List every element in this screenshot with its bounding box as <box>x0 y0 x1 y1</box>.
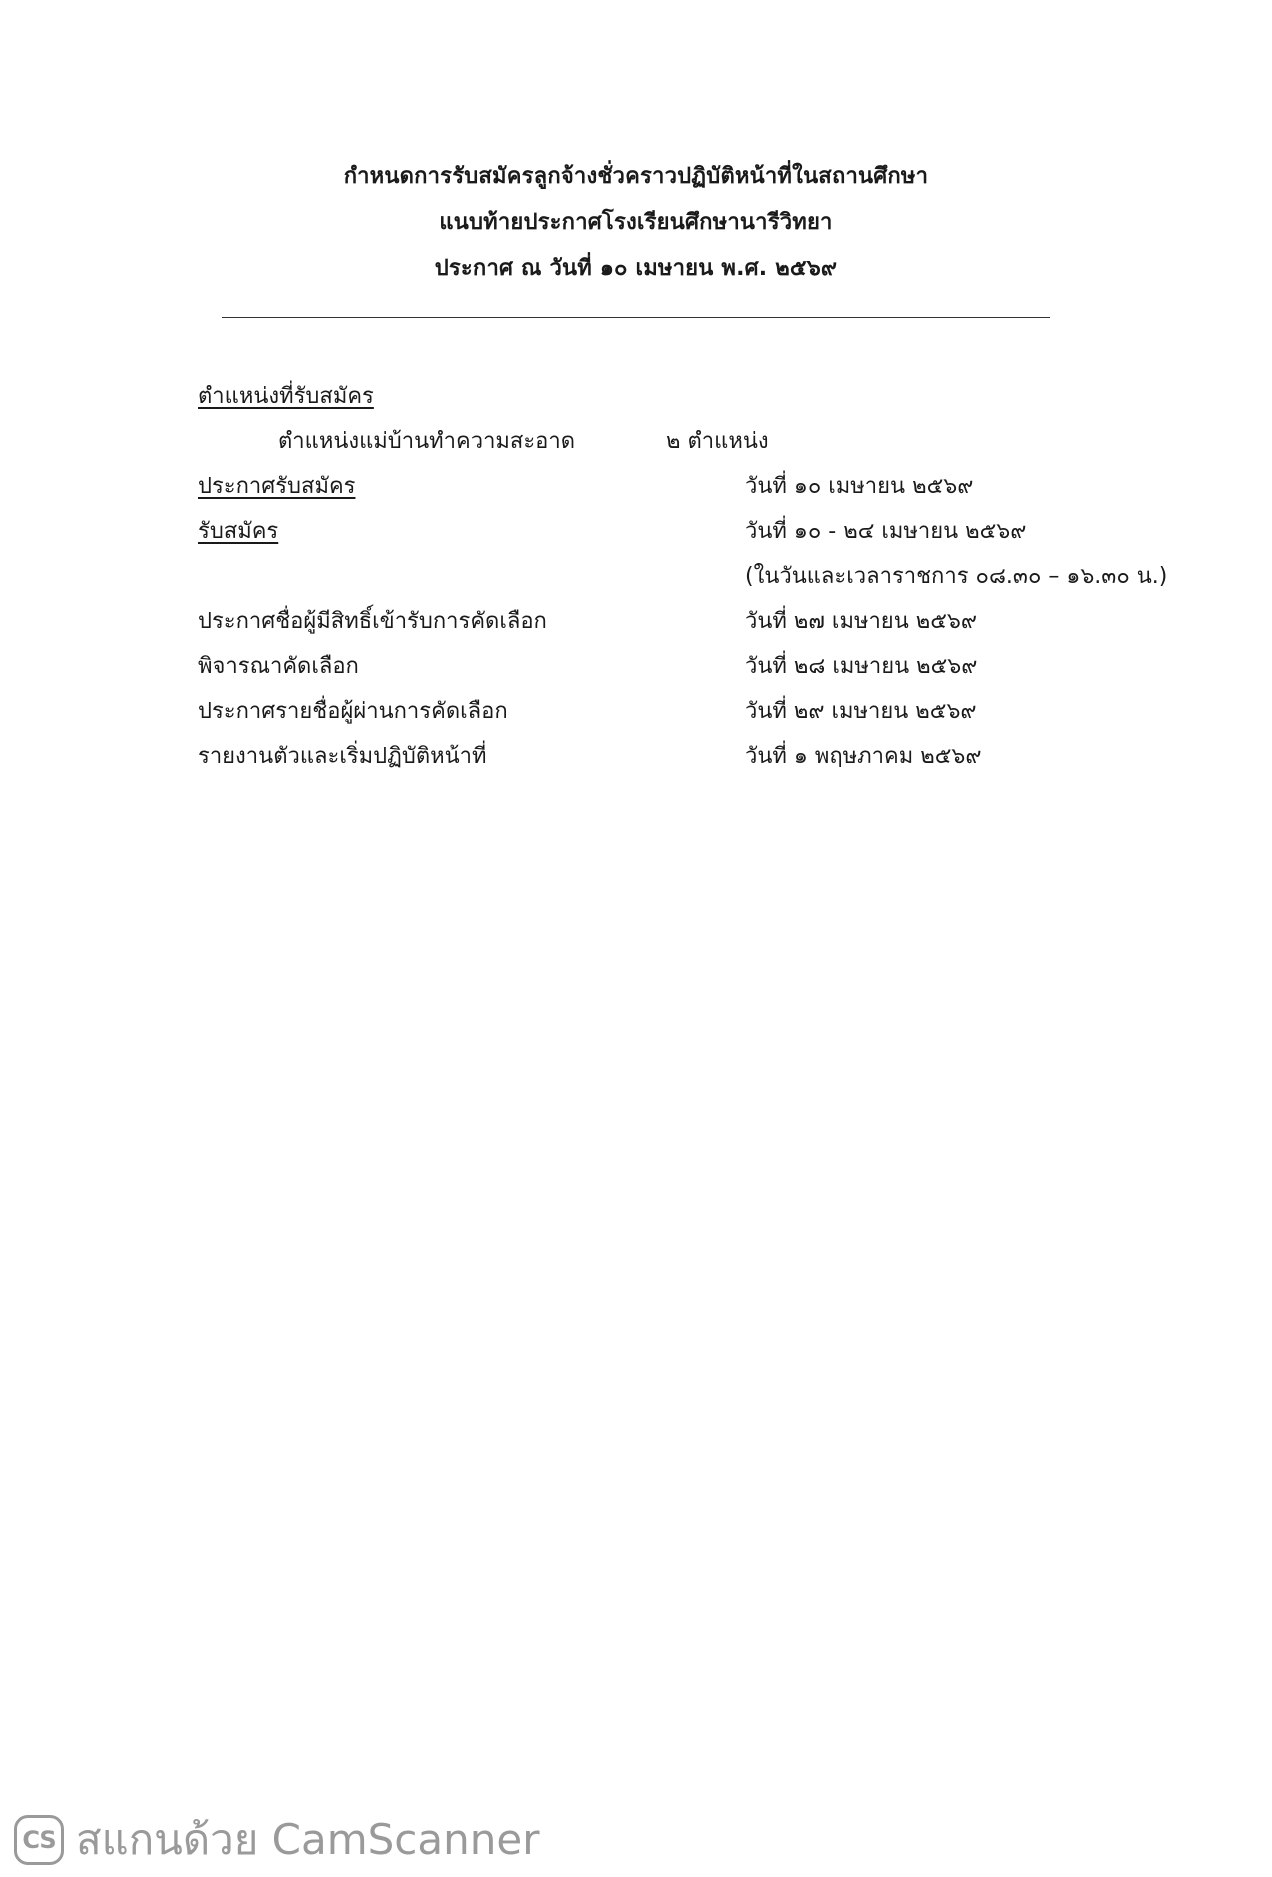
schedule-date-selection: วันที่ ๒๘ เมษายน ๒๕๖๙ <box>745 654 978 679</box>
schedule-date-report-start: วันที่ ๑ พฤษภาคม ๒๕๖๙ <box>745 744 982 769</box>
announcement-date: ประกาศ ณ วันที่ ๑๐ เมษายน พ.ศ. ๒๕๖๙ <box>434 256 838 281</box>
camscanner-watermark <box>14 1812 539 1868</box>
schedule-label-announce-applications: ประกาศรับสมัคร <box>198 474 356 499</box>
camscanner-logo-icon: CS <box>14 1815 64 1865</box>
schedule-label-applications: รับสมัคร <box>198 519 279 544</box>
document-subtitle: แนบท้ายประกาศโรงเรียนศึกษานารีวิทยา <box>439 210 833 235</box>
schedule-label-selection: พิจารณาคัดเลือก <box>198 654 359 679</box>
camscanner-watermark-text: สแกนด้วย CamScanner <box>76 1815 540 1864</box>
schedule-office-hours-note: (ในวันและเวลาราชการ ๐๘.๓๐ – ๑๖.๓๐ น.) <box>745 564 1168 589</box>
document-title: กำหนดการรับสมัครลูกจ้างชั่วคราวปฏิบัติหน้าที่ในสถานศึกษา <box>343 164 929 189</box>
position-heading: ตำแหน่งที่รับสมัคร <box>198 384 374 409</box>
schedule-label-passed-list: ประกาศรายชื่อผู้ผ่านการคัดเลือก <box>198 699 508 724</box>
position-name: ตำแหน่งแม่บ้านทำความสะอาด <box>278 429 576 454</box>
schedule-label-report-start: รายงานตัวและเริ่มปฏิบัติหน้าที่ <box>198 744 487 769</box>
schedule-date-passed-list: วันที่ ๒๙ เมษายน ๒๕๖๙ <box>745 699 977 724</box>
schedule-date-eligible-list: วันที่ ๒๗ เมษายน ๒๕๖๙ <box>745 609 977 634</box>
position-count: ๒ ตำแหน่ง <box>666 429 769 454</box>
schedule-label-eligible-list: ประกาศชื่อผู้มีสิทธิ์เข้ารับการคัดเลือก <box>198 609 547 634</box>
schedule-date-applications: วันที่ ๑๐ - ๒๔ เมษายน ๒๕๖๙ <box>745 519 1027 544</box>
header-divider <box>222 317 1050 318</box>
schedule-date-announce-applications: วันที่ ๑๐ เมษายน ๒๕๖๙ <box>745 474 974 499</box>
